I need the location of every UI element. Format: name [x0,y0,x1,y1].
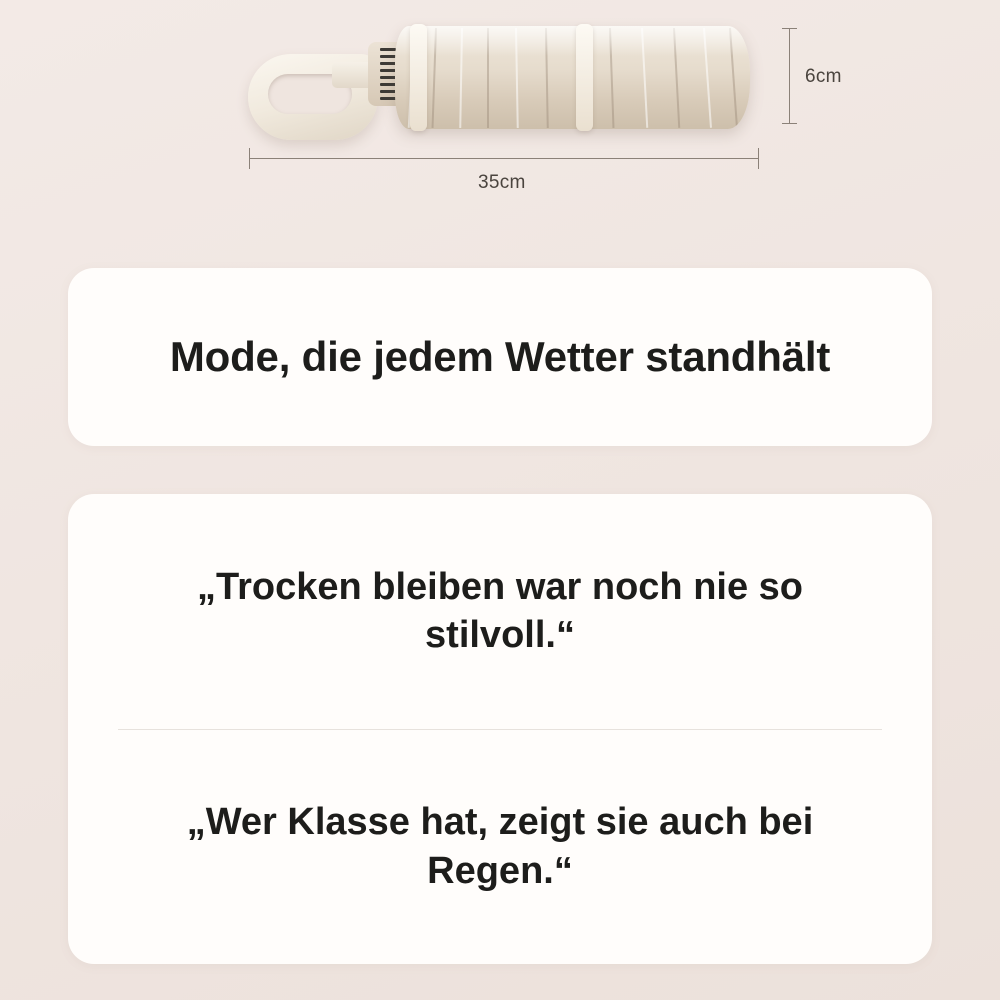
umbrella-product-illustration [240,18,760,143]
height-tick-bottom [782,123,797,124]
height-tick-top [782,28,797,29]
width-tick-left [249,148,250,169]
headline-card [68,268,932,446]
umbrella-canopy [395,26,750,129]
product-image-area [0,0,1000,250]
height-dimension-label: 6cm [805,66,842,87]
quote-block-second [68,730,932,965]
width-tick-right [758,148,759,169]
width-dimension-label: 35cm [478,172,526,193]
umbrella-strap-left [410,24,427,131]
umbrella-strap-right [576,24,593,131]
quote-block-first [68,494,932,729]
quote-text-second: „Wer Klasse hat, zeigt sie auch bei Regen.“ [186,801,814,892]
quote-text-first: „Trocken bleiben war noch nie so stilvoll.“ [196,565,804,657]
height-guide-line [789,28,790,124]
quotes-card [68,494,932,964]
width-guide-line [249,158,759,159]
headline-text: Mode, die jedem Wetter standhält [169,333,831,380]
